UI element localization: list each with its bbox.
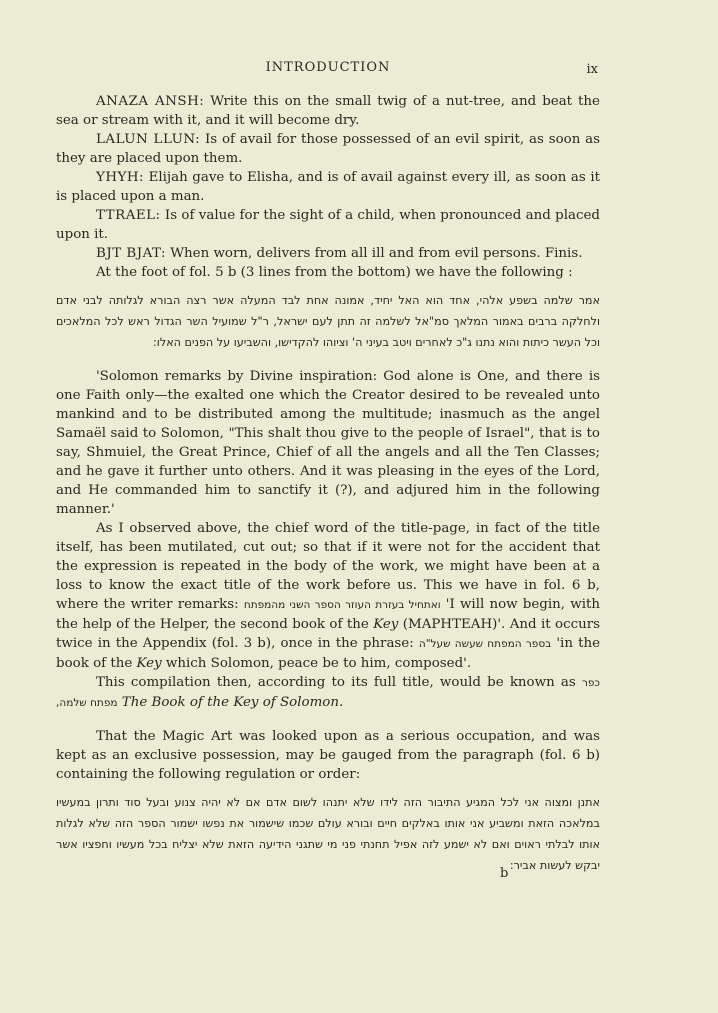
paragraph-yhyh — [56, 168, 600, 206]
text-run: 'in the book of the — [56, 636, 601, 671]
magic-word: TTRAEL: — [96, 208, 161, 223]
hebrew-inline: כפר מפתח שלמה, — [56, 677, 600, 709]
page-number: ix — [586, 62, 598, 77]
paragraph-title-discussion — [56, 519, 600, 673]
italic-key: Key — [373, 617, 399, 632]
paragraph-text: Is of value for the sight of a child, when pronounced and placed upon it. — [56, 208, 600, 242]
paragraph-text: Is of avail for those possessed of an evil spirit, as soon as they are placed upon them. — [56, 132, 600, 166]
text-run: 'I will now begin, with the help of the Helper, the second book of the — [56, 597, 600, 632]
magic-word: BJT BJAT: — [96, 246, 167, 261]
paragraph-bjt — [56, 244, 600, 263]
magic-word: ANAZA ANSH: — [96, 94, 205, 109]
paragraph-text: Write this on the small twig of a nut-tree, and beat the sea or stream with it, and it will become dry. — [56, 94, 600, 128]
text-run: As I observed above, the chief word of the title-page, in fact of the title itself, has been mutilated, cut out; so that if it were not for the accident that the expression is repeated in the body of the work, we might have been at a loss to know the exact title of the work before us. This we have in fol. 6 b, where the writer remarks: — [56, 521, 600, 612]
paragraph-text: Elijah gave to Elisha, and is of avail against every ill, as soon as it is placed upon a man. — [56, 170, 600, 204]
magic-word: LALUN LLUN: — [96, 132, 201, 147]
paragraph-ttrael — [56, 206, 600, 244]
page-body — [56, 92, 600, 884]
magic-word: YHYH: — [96, 170, 145, 185]
hebrew-passage-1: אמר שלמה בשפע אלהי, אחד הוא האל יחיד, אמונה אחת לבד המעלה אשר רצה הבורא לגלותה לבני אדם ולחלקה ברבים באמור המלאך סמ"אל לשלמה זה תתן לעם ישראל, ר"ל שמועיל השר הגדול ראש לכל המלאכים וכל העשר כיתות והוא נתנו ג"כ לאחרים ויטב בעיני ה' וציוהו להקדישו, והשביעו על הפנים האלו: — [56, 294, 600, 349]
spacer — [56, 713, 600, 727]
paragraph-lalun — [56, 130, 600, 168]
hebrew-inline: ואתחיל בעזרת העוזר הספר השני מהמפתח — [243, 599, 441, 611]
running-header: INTRODUCTION — [265, 60, 391, 75]
paragraph-fol5b: At the foot of fol. 5 b (3 lines from the bottom) we have the following : — [96, 265, 573, 280]
hebrew-passage-2: אתנן ומצוה אני לכל המגיע התיבור הזה לידו שלא יתנהו לשום אדם אם לא יהיה צנוע ובעל סוד ותרון במעשיו במלאכה הזאת ומשביע אני אותו באלקים חיים ובורא עולם שכמו שישמור את נפשו ישמור הספר הזה שלא לגלות אותו לבלתי ראוים ואם לא ישמע לזה אפיל תחנתי פני מי שתגני הידיעה הזאת שלא יצליח בכל מעשיו וחפציו אשר יבקש לעשות אביר: — [56, 796, 600, 872]
paragraph-magic-art: That the Magic Art was looked upon as a serious occupation, and was kept as an exclusive possession, may be gauged from the paragraph (fol. 6 b) containing the following regulation or order: — [56, 729, 600, 782]
paragraph-anaza — [56, 92, 600, 130]
book-title: The Book of the Key of Solomon. — [121, 695, 344, 710]
italic-key: Key — [136, 656, 162, 671]
hebrew-inline: בספר המפתח שעשה שעל"ה — [418, 638, 552, 650]
text-run: which Solomon, peace be to him, composed'. — [161, 656, 472, 671]
text-run: (MAPHTEAH)'. And it occurs twice in the Appendix (fol. 3 b), once in the phrase: — [56, 617, 601, 651]
paragraph-text: When worn, delivers from all ill and from evil persons. Finis. — [166, 246, 583, 261]
text-run: This compilation then, according to its full title, would be known as — [96, 675, 582, 690]
paragraph-translation: 'Solomon remarks by Divine inspiration: God alone is One, and there is one Faith only—the exalted one which the Creator desired to be revealed unto mankind and to be distributed among the multitude; inasmuch as the angel Samaël said to Solomon, "This shalt thou give to the people of Israel", that is to say, Shmuiel, the Great Prince, Chief of all the angels and all the Ten Classes; and he gave it further unto others. And it was pleasing in the eyes of the Lord, and He commanded him to sanctify it (?), and adjured him in the following manner.' — [56, 369, 600, 517]
signature-mark: b — [500, 866, 509, 881]
paragraph-full-title — [56, 673, 600, 713]
